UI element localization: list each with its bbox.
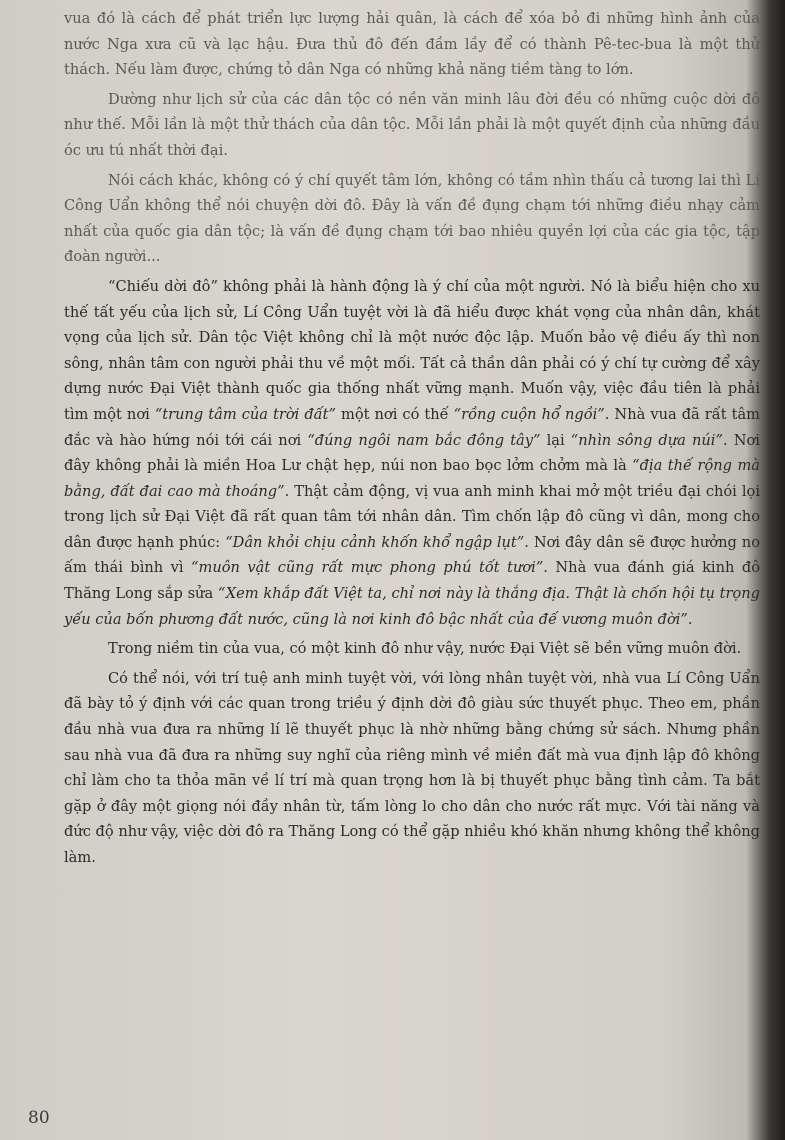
text-run: .: [687, 610, 693, 628]
paragraph: [64, 6, 760, 83]
text-run: Trong niềm tin của vua, có một kinh đô như vậy, nước Đại Việt sẽ bền vững muôn đời.: [108, 640, 742, 658]
quoted-phrase: “nhìn sông dựa núi”: [570, 431, 723, 449]
text-run: . Nơi đây không phải là miền Hoa Lư chật hẹp, núi non bao bọc lởm chởm mà là: [64, 431, 760, 475]
text-run: Nói cách khác, không có ý chí quyết tâm lớn, không có tầm nhìn thấu cả tương lai thì Lí Công Uẩn không thể nói chuyện dời đô. Đây là vấn đề đụng chạm tới những điều nhạy cảm nhất của quốc gia dân tộc; là vấn đề đụng chạm tới bao nhiêu quyền lợi của các gia tộc, tập đoàn người...: [64, 171, 760, 266]
paragraph: [64, 636, 760, 662]
quoted-phrase: “Dân khỏi chịu cảnh khốn khổ ngập lụt”: [225, 533, 525, 551]
text-run: Dường như lịch sử của các dân tộc có nền văn minh lâu đời đều có những cuộc dời đô như thế. Mỗi lần là một thử thách của dân tộc. Mỗi lần phải là một quyết định của những đầu óc ưu tú nhất thời đại.: [64, 90, 760, 159]
text-run: vua đó là cách để phát triển lực lượng hải quân, là cách để xóa bỏ đi những hình ảnh của nước Nga xưa cũ và lạc hậu. Đưa thủ đô đến đầm lầy để có thành Pê-tec-bua là một thử thách. Nếu làm được, chứng tỏ dân Nga có những khả năng tiềm tàng to lớn.: [64, 10, 760, 79]
quoted-phrase: “đúng ngôi nam bắc đông tây”: [307, 431, 541, 449]
body-text: [64, 6, 760, 871]
page-number: 80: [28, 1108, 50, 1128]
quoted-phrase: “rồng cuộn hổ ngồi”: [453, 405, 605, 423]
text-run: “Chiếu dời đô” không phải là hành động là ý chí của một người. Nó là biểu hiện cho xu thế tất yếu của lịch sử, Lí Công Uẩn tuyệt vời là đã hiểu được khát vọng của nhân dân, khát vọng của lịch sử. Dân tộc Việt không chỉ là một nước độc lập. Muốn bảo vệ điều ấy thì non sông, nhân tâm con người phải thu về một mối. Tất cả thần dân phải có ý chí tự cường để xây dựng nước Đại Việt thành quốc gia thống nhất vững mạnh. Muốn vậy, việc đầu tiên là phải tìm một nơi: [64, 277, 760, 423]
quoted-phrase: “trung tâm của trời đất”: [154, 405, 336, 423]
text-run: . Thật cảm động, vị vua anh minh khai mở một triều đại chói lọi trong lịch sử Đại Việt đã rất quan tâm tới nhân dân. Tìm chốn lập đô cũng vì dân, mong cho dân được hạnh phúc:: [64, 482, 760, 551]
text-run: lại: [540, 431, 571, 449]
text-run: . Nhà vua đánh giá kinh đô Thăng Long sắp sửa: [64, 559, 760, 603]
paragraph: [64, 666, 760, 871]
text-run: . Nhà vua đã rất tâm đắc và hào hứng nói tới cái nơi: [64, 405, 760, 449]
quoted-phrase: “địa thế rộng mà bằng, đất đai cao mà thoáng”: [64, 457, 760, 500]
text-run: một nơi có thế: [335, 405, 454, 423]
paragraph: [64, 274, 760, 632]
quoted-phrase: “Xem khắp đất Việt ta, chỉ nơi này là thắng địa. Thật là chốn hội tụ trọng yếu của bốn phương đất nước, cũng là nơi kinh đô bậc nhất của đế vương muôn đời”: [64, 585, 760, 628]
text-run: . Nơi đây dân sẽ được hưởng no ấm thái bình vì: [64, 533, 760, 577]
text-run: Có thể nói, với trí tuệ anh minh tuyệt vời, với lòng nhân tuyệt vời, nhà vua Lí Công Uẩn đã bày tỏ ý định với các quan trong triều ý định dời đô giàu sức thuyết phục. Theo em, phần đầu nhà vua đưa ra những lí lẽ thuyết phục là nhờ những bằng chứng sử sách. Nhưng phần sau nhà vua đã đưa ra những suy nghĩ của riêng mình về miền đất mà vua định lập đô không chỉ làm cho ta thỏa mãn về lí trí mà quan trọng hơn là bị thuyết phục bằng tình cảm. Ta bắt gặp ở đây một giọng nói đầy nhân từ, tấm lòng lo cho dân cho nước rất mực. Với tài năng và đức độ như vậy, việc dời đô ra Thăng Long có thể gặp nhiều khó khăn nhưng không thể không làm.: [64, 669, 760, 866]
quoted-phrase: “muôn vật cũng rất mực phong phú tốt tươi”: [191, 559, 544, 577]
paragraph: [64, 87, 760, 164]
paragraph: [64, 168, 760, 270]
